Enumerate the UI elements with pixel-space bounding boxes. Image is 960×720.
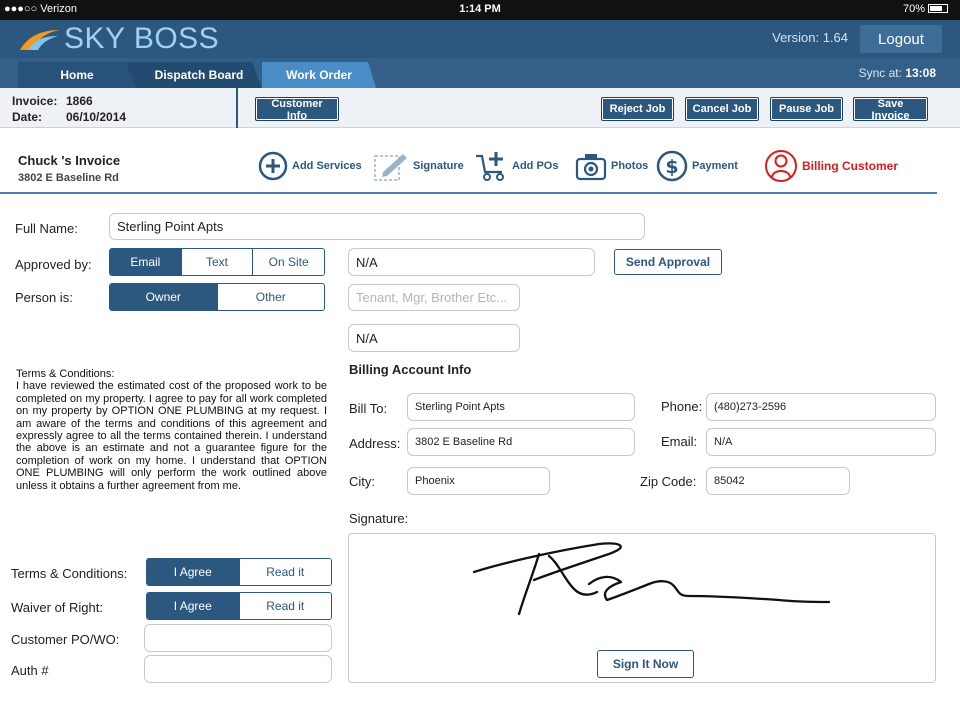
- photos-label: Photos: [611, 160, 649, 172]
- address-field[interactable]: 3802 E Baseline Rd: [407, 428, 635, 456]
- billing-customer-button[interactable]: [764, 148, 898, 184]
- svg-text:$: $: [665, 156, 679, 178]
- zip-field[interactable]: 85042: [706, 467, 850, 495]
- add-pos-button[interactable]: [474, 148, 558, 184]
- waiver-read-option[interactable]: Read it: [239, 593, 332, 619]
- customer-po-label: Customer PO/WO:: [11, 632, 120, 647]
- bill-to-label: Bill To:: [349, 401, 388, 416]
- cancel-job-button[interactable]: Cancel Job: [685, 97, 759, 121]
- waiver-label: Waiver of Right:: [11, 600, 103, 615]
- person-circle-icon: [764, 149, 798, 183]
- extra-na-field[interactable]: N/A: [348, 324, 520, 352]
- email-field[interactable]: N/A: [706, 428, 936, 456]
- logo-text: SKY BOSS: [64, 22, 220, 55]
- terms-agree-option[interactable]: I Agree: [147, 559, 239, 585]
- pencil-edit-icon: [373, 150, 409, 182]
- payment-label: Payment: [692, 160, 738, 172]
- signature-button[interactable]: [373, 148, 464, 184]
- add-services-label: Add Services: [292, 160, 362, 172]
- save-invoice-button[interactable]: Save Invoice: [853, 97, 928, 121]
- divider: [236, 88, 238, 128]
- phone-label: Phone:: [661, 399, 703, 414]
- person-is-owner-option[interactable]: Owner: [110, 284, 217, 310]
- terms-read-option[interactable]: Read it: [239, 559, 332, 585]
- full-name-label: Full Name:: [15, 221, 78, 236]
- approved-by-onsite-option[interactable]: On Site: [252, 249, 324, 275]
- approved-by-selector: [109, 248, 325, 276]
- date-label: Date:: [12, 110, 43, 124]
- carrier-label: ●●●○○ Verizon: [4, 3, 77, 15]
- person-is-label: Person is:: [15, 290, 73, 305]
- app-logo: [18, 22, 219, 56]
- logout-button[interactable]: Logout: [860, 25, 942, 53]
- battery-indicator: [903, 3, 948, 15]
- auth-field[interactable]: [144, 655, 332, 683]
- sync-label: Sync at:: [858, 66, 902, 80]
- billing-account-title: Billing Account Info: [349, 362, 472, 377]
- phone-field[interactable]: (480)273-2596: [706, 393, 936, 421]
- battery-icon: [928, 4, 948, 13]
- person-is-selector: [109, 283, 325, 311]
- plus-circle-icon: [258, 151, 288, 181]
- sign-now-button[interactable]: Sign It Now: [597, 650, 694, 678]
- send-approval-button[interactable]: Send Approval: [614, 249, 722, 275]
- bill-to-field[interactable]: Sterling Point Apts: [407, 393, 635, 421]
- signature-pad[interactable]: [348, 533, 936, 683]
- payment-button[interactable]: [656, 148, 738, 184]
- sync-time: 13:08: [905, 66, 936, 80]
- add-services-button[interactable]: [258, 148, 362, 184]
- terms-agree-label: Terms & Conditions:: [11, 566, 128, 581]
- nav-bar: [0, 58, 960, 88]
- customer-po-field[interactable]: [144, 624, 332, 652]
- terms-text: [16, 368, 327, 492]
- billing-customer-label: Billing Customer: [802, 159, 899, 173]
- address-label: Address:: [349, 436, 401, 451]
- signature-label: Signature:: [349, 511, 409, 526]
- terms-agree-selector: [146, 558, 332, 586]
- reject-job-button[interactable]: Reject Job: [601, 97, 674, 121]
- dollar-circle-icon: [656, 150, 688, 182]
- person-is-other-option[interactable]: Other: [217, 284, 325, 310]
- tab-dispatch-board[interactable]: Dispatch Board: [154, 68, 244, 82]
- customer-address: 3802 E Baseline Rd: [18, 172, 119, 184]
- zip-label: Zip Code:: [640, 474, 697, 489]
- battery-percent: 70%: [902, 3, 925, 15]
- invoice-date: 06/10/2014: [66, 110, 127, 124]
- auth-label: Auth #: [11, 663, 49, 678]
- invoice-label: Invoice:: [12, 94, 58, 108]
- terms-title: Terms & Conditions:: [16, 368, 115, 380]
- tab-home[interactable]: Home: [60, 68, 94, 82]
- invoice-title: Chuck 's Invoice: [18, 153, 121, 168]
- waiver-agree-option[interactable]: I Agree: [147, 593, 239, 619]
- customer-info-button[interactable]: Customer Info: [255, 97, 339, 121]
- add-pos-label: Add POs: [512, 160, 559, 172]
- swoosh-logo-icon: [18, 26, 62, 52]
- waiver-selector: [146, 592, 332, 620]
- approved-by-email-option[interactable]: Email: [110, 249, 181, 275]
- camera-icon: [575, 151, 607, 181]
- sync-status: [859, 66, 936, 80]
- cart-plus-icon: [474, 150, 508, 182]
- approved-by-label: Approved by:: [15, 257, 92, 272]
- section-divider: [0, 192, 937, 194]
- person-other-field[interactable]: Tenant, Mgr, Brother Etc...: [348, 284, 520, 311]
- city-field[interactable]: Phoenix: [407, 467, 550, 495]
- tab-work-order[interactable]: Work Order: [286, 68, 352, 82]
- invoice-number: 1866: [66, 94, 93, 108]
- pause-job-button[interactable]: Pause Job: [770, 97, 843, 121]
- status-bar: [0, 0, 960, 20]
- clock: 1:14 PM: [459, 3, 501, 15]
- approved-by-text-option[interactable]: Text: [181, 249, 253, 275]
- app-header: [0, 20, 960, 58]
- invoice-info: [12, 93, 126, 125]
- version-label: Version: 1.64: [772, 30, 848, 45]
- terms-body: I have reviewed the estimated cost of the proposed work to be completed on my property. I agree to pay for all work completed on my property by OPTION ONE PLUMBING at my request. I am aware of the terms and conditions of this agreement and expressly agree to all the terms contained therein. I understand the above is an estimate and not a guarantee figure for the completion of work on my home. I understand that OPTION ONE PLUMBING will only perform the work outlined above unless it obtains a further agreement from me.: [16, 380, 327, 492]
- city-label: City:: [349, 474, 375, 489]
- photos-button[interactable]: [575, 148, 648, 184]
- full-name-field[interactable]: Sterling Point Apts: [109, 213, 645, 240]
- approved-by-field[interactable]: N/A: [348, 248, 595, 276]
- email-label: Email:: [661, 434, 698, 449]
- signature-drawing: [349, 534, 935, 634]
- signature-label: Signature: [413, 160, 464, 172]
